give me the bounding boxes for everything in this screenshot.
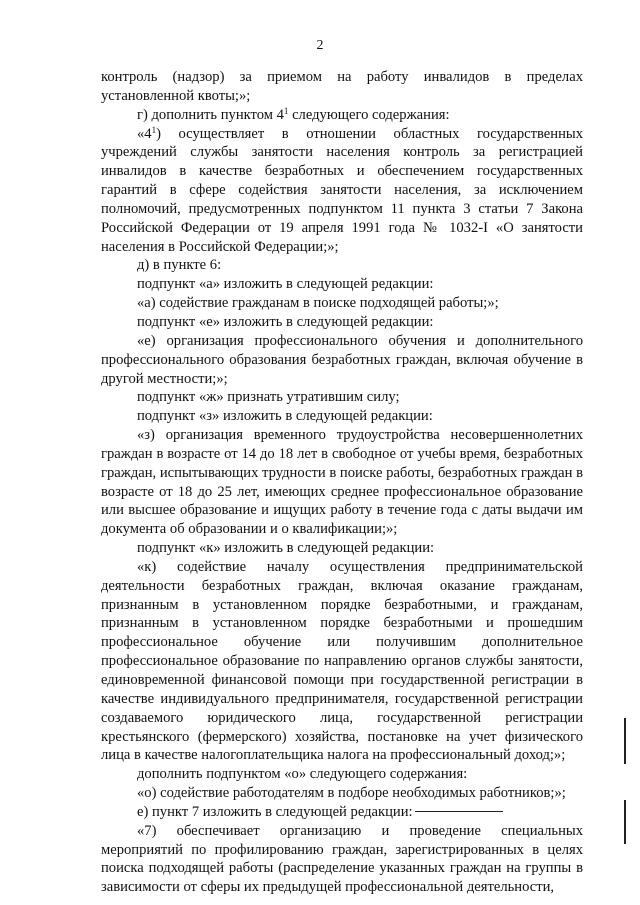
- paragraph: [101, 332, 583, 389]
- superscript: 1: [151, 124, 157, 135]
- paragraph-text: г) дополнить пунктом 4: [137, 106, 284, 123]
- paragraph: [101, 426, 583, 539]
- paragraph: [101, 275, 583, 294]
- paragraph-text: подпункт «е» изложить в следующей редакции:: [137, 313, 434, 330]
- page-number: 2: [316, 38, 324, 53]
- paragraph: [101, 106, 583, 125]
- paragraph-text: подпункт «к» изложить в следующей редакции:: [137, 540, 435, 557]
- paragraph-text-tail: ) осуществляет в отношении областных государственных учреждений службы занятости населения контроль за регистрацией инвалидов в качестве безработных и обеспечением государственных гарантий в сфере содействия занятости населения, за исключением полномочий, предусмотренных подпунктом 11 пункта 3 статьи 7 Закона Российской Федерации от 19 апреля 1991 года № 1032-I «О занятости населения в Российской Федерации;»;: [101, 125, 583, 255]
- paragraph: [101, 558, 583, 765]
- paragraph: [101, 256, 583, 275]
- paragraph-text: е) пункт 7 изложить в следующей редакции:: [137, 803, 413, 820]
- paragraph-text: д) в пункте 6:: [137, 257, 222, 274]
- handwritten-stroke: [415, 811, 503, 812]
- paragraph: [101, 765, 583, 784]
- paragraph-text: «к) содействие началу осуществления предпринимательской деятельности безработных граждан, включая оказание гражданам, признанным в установленном порядке безработными, и гражданам, признанным в установленном порядке безработными и прошедшим профессиональное обучение или получившим дополнительное профессиональное образование по направлению органов службы занятости, единовременной финансовой помощи при государственной регистрации в качестве индивидуального предпринимателя, государственной регистрации создаваемого юридического лица, государственной регистрации крестьянского (фермерского) хозяйства, постановке на учет физического лица в качестве налогоплательщика налога на профессиональный доход;»;: [101, 558, 583, 764]
- paragraph: [101, 313, 583, 332]
- paragraph-text: «7) обеспечивает организацию и проведение специальных мероприятий по профилированию граждан, зарегистрированных в целях поиска подходящей работы (распределение указанных граждан на группы в зависимости от сферы их предыдущей профессиональной деятельности,: [101, 822, 583, 896]
- paragraph: [101, 68, 583, 106]
- paragraph-text-tail: следующего содержания:: [288, 106, 450, 123]
- paragraph: [101, 125, 583, 257]
- margin-mark: [624, 718, 626, 764]
- paragraph: [101, 822, 583, 897]
- paragraph-text: «е) организация профессионального обучения и дополнительного профессионального образования безработных граждан, включая обучение в другой местности;»;: [101, 332, 583, 387]
- document-body: [101, 68, 583, 897]
- paragraph-text: «з) организация временного трудоустройства несовершеннолетних граждан в возрасте от 14 до 18 лет в свободное от учебы время, безработных граждан, испытывающих трудности в поиске работы, безработных граждан в возрасте от 18 до 25 лет, имеющих среднее профессиональное образование или высшее образование и ищущих работу в течение года с даты выдачи им документа об образовании и о квалификации;»;: [101, 427, 583, 538]
- paragraph-text: подпункт «з» изложить в следующей редакции:: [137, 408, 433, 425]
- paragraph-text: подпункт «ж» признать утратившим силу;: [137, 389, 400, 406]
- paragraph-text: дополнить подпунктом «о» следующего содержания:: [137, 766, 468, 783]
- paragraph: [101, 407, 583, 426]
- paragraph-text: «а) содействие гражданам в поиске подходящей работы;»;: [137, 295, 499, 312]
- paragraph: [101, 388, 583, 407]
- paragraph: [101, 803, 583, 822]
- paragraph-text: подпункт «а» изложить в следующей редакции:: [137, 276, 434, 293]
- superscript: 1: [283, 105, 289, 116]
- paragraph: [101, 784, 583, 803]
- paragraph: [101, 294, 583, 313]
- paragraph-text: «о) содействие работодателям в подборе необходимых работников;»;: [137, 785, 566, 802]
- paragraph: [101, 539, 583, 558]
- paragraph-text: контроль (надзор) за приемом на работу инвалидов в пределах установленной квоты;»;: [101, 69, 583, 104]
- paragraph-text: «4: [137, 125, 152, 142]
- margin-mark: [624, 800, 626, 844]
